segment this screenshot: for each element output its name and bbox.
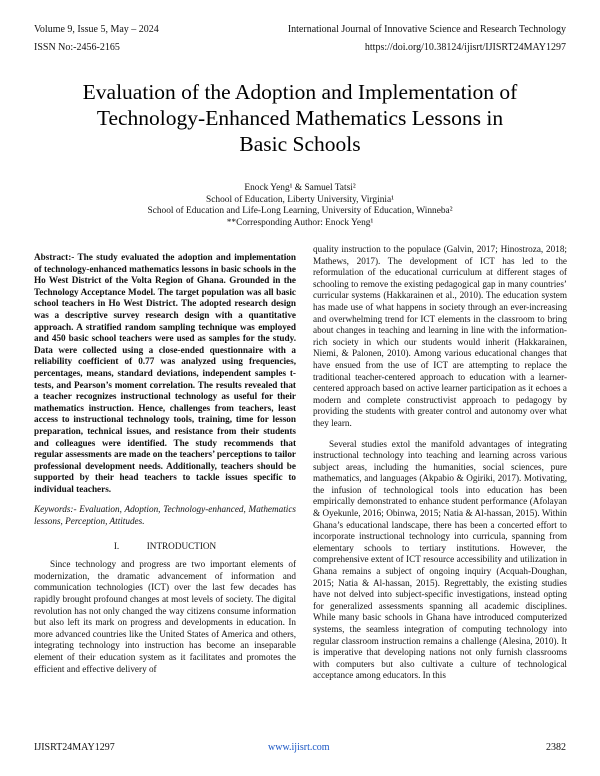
- left-column: [34, 252, 296, 675]
- issn: ISSN No:-2456-2165: [34, 42, 120, 53]
- intro-paragraph: Since technology and progress are two important elements of modernization, the dramatic advancement of information and communication technologies (ICT) over the last few decades has rapidly brought profound changes at most levels of society. The digital revolution has not only changed the way citizens consume information but also left its mark on progress and developments in education. In more advanced countries like the United States of America and others, integrating technology into instruction has become an inseparable element of their education system as it facilitates and promotes the efficient and effective delivery of: [34, 559, 296, 674]
- page-number: 2382: [546, 742, 566, 753]
- website-link[interactable]: www.ijisrt.com: [268, 742, 330, 753]
- title-line: Basic Schools: [239, 132, 361, 156]
- title-line: Technology-Enhanced Mathematics Lessons in: [96, 106, 504, 130]
- right-column: [313, 244, 567, 682]
- corresponding-author: **Corresponding Author: Enock Yeng¹: [226, 217, 374, 228]
- author-block: [60, 183, 540, 229]
- affiliation-2: School of Education and Life-Long Learning, University of Education, Winneba²: [147, 206, 453, 217]
- paper-title: [40, 79, 560, 157]
- keywords: Keywords:- Evaluation, Adoption, Technology-enhanced, Mathematics lessons, Perception, Attitudes.: [34, 504, 296, 527]
- doi-link[interactable]: https://doi.org/10.38124/ijisrt/IJISRT24MAY1297: [364, 42, 566, 53]
- body-paragraph: quality instruction to the populace (Galvin, 2017; Hinostroza, 2018; Mathews, 2017). The development of ICT has led to the reformulation of the educational curriculum at different stages of schooling to remove the existing pedagogical gap in many countries’ curricular systems (Hakkarainen et al., 2010). The education system has made use of what happens in society through an ever-increasing and overwhelming trend for ICT elements in the classroom to bring about changes in teaching and learning in line with the information-rich society in which our students would inherit (Hakkarainen, Niemi, & Palonen, 2010). Among various educational changes that have ensued from the use of ICT are attempting to replace the traditional teacher-centered approach to education with a learner-centered approach based on active learner participation as it echoes a modern and complete constructivist approach to pedagogy by providing the students with greater control and autonomy over what they learn.: [313, 244, 567, 428]
- paper-id: IJISRT24MAY1297: [34, 742, 115, 753]
- section-heading: I. INTRODUCTION: [113, 540, 217, 551]
- affiliation-1: School of Education, Liberty University, Virginia¹: [206, 194, 394, 205]
- journal-name: International Journal of Innovative Science and Research Technology: [287, 24, 566, 35]
- body-paragraph: Several studies extol the manifold advantages of integrating instructional technology into teaching and learning across various subject areas, including the humanities, social sciences, pure mathematics, and languages (Akpabio & Ogiriki, 2017). Motivating, the infusion of technological tools into education has been empirically demonstrated to enhance student performance (Afolayan & Oyekunle, 2016; Obinwa, 2015; Natia & Al-hassan, 2015). Within Ghana’s educational landscape, there has been a concerted effort to incorporate instructional technology into curricula, spanning from elementary schools to tertiary institutions. However, the comprehensive extent of ICT resource accessibility and utilization in Ghana remains a subject of ongoing inquiry (Acquah-Doughan, 2015; Natia & Al-hassan, 2015). Regrettably, the existing studies have not delved into subject-specific investigations, instead opting for generalized assessments spanning all academic disciplines. While many basic schools in Ghana have introduced computerized systems, the seamless integration of computing technology into regular classroom instruction remains a challenge (Alesina, 2010). It is imperative that developing nations not only furnish classrooms with computers but also cultivate a culture of technological acceptance among educators. In this: [313, 438, 567, 681]
- volume-info: Volume 9, Issue 5, May – 2024: [34, 24, 159, 35]
- author-names: Enock Yeng¹ & Samuel Tatsi²: [244, 183, 356, 193]
- title-line: Evaluation of the Adoption and Implementation of: [82, 80, 518, 104]
- abstract: Abstract:- The study evaluated the adoption and implementation of technology-enhanced mathematics lessons in basic schools in the Ho West District of the Volta Region of Ghana. Grounded in the Technology Acceptance Model. The target population was all basic school teachers in Ho West District. The adopted research design was a descriptive survey research design with a quantitative approach. A stratified random sampling technique was employed and 450 basic school teachers were used as samples for the study. Data were collected using a close-ended questionnaire with a reliability coefficient of 0.77 was analyzed using frequencies, percentages, means, standard deviations, independent samples t-tests, and Pearson’s moment correlation. The results revealed that a teacher recognizes instructional technology as useful for their mathematics instruction. Hence, challenges from teachers, least access to instructional technology tools, training, time for lesson preparation, technical issues, and resistance from their students and colleagues were identified. The study recommends that regular assessments are made on the teachers’ perceptions to tailor professional development needs. Additionally, teachers should be supported by their head teachers to tackle issues specific to individual teachers.: [34, 252, 296, 494]
